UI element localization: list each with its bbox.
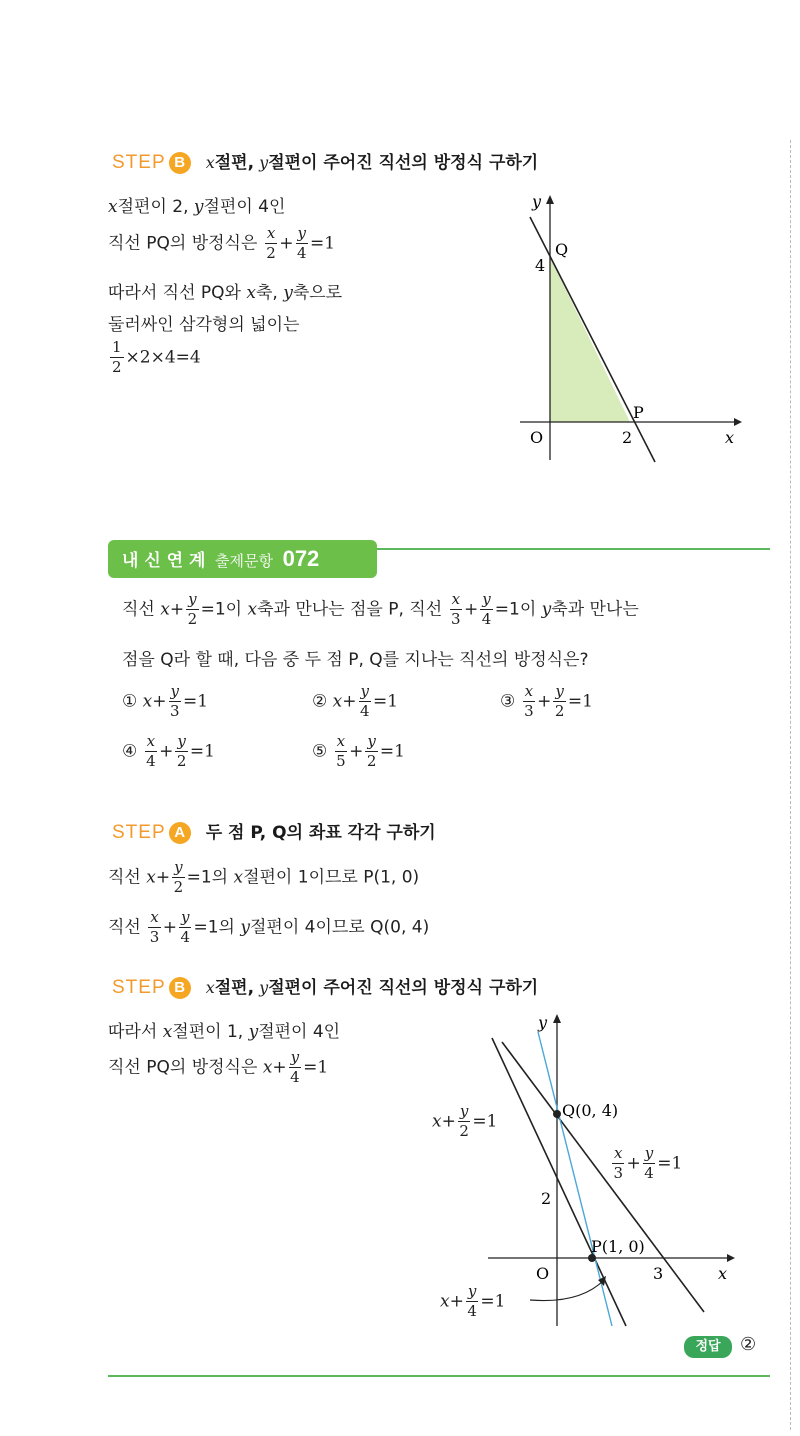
numerator: y [644, 1144, 654, 1162]
fraction [466, 1284, 478, 1319]
fraction [148, 910, 160, 945]
text: =1이 [200, 599, 243, 620]
numerator: 1 [112, 338, 122, 356]
denominator: 2 [554, 702, 565, 720]
tick-2: 2 [541, 1189, 552, 1208]
x-arrow [727, 1254, 735, 1262]
step-word: STEP [112, 822, 166, 843]
title-part: 절편, [214, 153, 255, 173]
tick-3: 3 [653, 1264, 664, 1283]
choice-4 [122, 734, 215, 769]
point-q [553, 1110, 561, 1118]
denominator: 2 [173, 878, 184, 896]
plus: + [162, 917, 177, 938]
denominator: 4 [180, 928, 190, 946]
numerator: y [467, 1282, 477, 1300]
numerator: y [360, 682, 369, 700]
var-x: x [233, 867, 244, 888]
callout-arrow [530, 1280, 604, 1301]
step-b2-heading [112, 973, 538, 999]
equals: =1 [567, 691, 593, 712]
denominator: 4 [359, 702, 370, 720]
x-label: x [718, 1264, 728, 1283]
fraction [480, 592, 492, 627]
var-y: y [541, 599, 552, 620]
numerator: y [482, 590, 491, 608]
fraction [186, 592, 198, 627]
var-y: y [259, 978, 269, 997]
numerator: x [614, 1144, 623, 1162]
denominator: 5 [336, 752, 346, 770]
plus: + [349, 741, 364, 762]
fraction [612, 1146, 624, 1181]
eq-label-x-y4 [440, 1284, 505, 1319]
numerator: y [290, 1048, 300, 1066]
page-margin-line [790, 140, 792, 1430]
step-b1-heading [112, 148, 538, 174]
step-a-heading [112, 818, 436, 844]
text: 따라서 [108, 1022, 158, 1042]
text: 직선 [108, 867, 141, 888]
step-badge: B [169, 977, 191, 999]
equals: =1 [189, 741, 215, 762]
text: 따라서 직선 PQ와 [108, 283, 241, 303]
x-arrow [734, 418, 742, 426]
title-part: 절편, [214, 978, 255, 998]
fraction [169, 684, 181, 719]
var-expr: x+ [432, 1111, 456, 1132]
y-arrow [553, 1014, 561, 1023]
denominator: 4 [290, 1068, 300, 1086]
step-b1-line1 [108, 192, 285, 217]
denominator: 3 [524, 702, 534, 720]
step-a-line1 [108, 860, 419, 895]
step-badge: A [169, 822, 191, 844]
plus: + [537, 691, 552, 712]
equals: =1 [310, 233, 336, 254]
text: 직선 [122, 599, 155, 620]
numerator: y [177, 732, 186, 750]
denominator: 3 [613, 1164, 623, 1182]
denominator: 2 [366, 752, 377, 770]
numerator: y [180, 908, 190, 926]
expression: ×2×4=4 [125, 347, 201, 368]
answer-value: ② [740, 1334, 757, 1355]
plus: + [626, 1153, 641, 1174]
choice-2 [312, 684, 398, 719]
text: 절편이 1, [172, 1022, 244, 1042]
numerator: x [266, 224, 276, 242]
numerator: x [524, 682, 534, 700]
var-x: x [162, 1022, 173, 1042]
problem-top-rule [360, 548, 770, 550]
numerator: x [336, 732, 346, 750]
fraction [523, 684, 535, 719]
text: 절편이 4인 [203, 197, 286, 217]
p-label: P [633, 403, 644, 422]
denominator: 4 [297, 244, 307, 262]
step-b1-line3 [108, 278, 342, 303]
choice-mark: ⑤ [312, 741, 328, 762]
numerator: y [367, 732, 376, 750]
bottom-rule [108, 1375, 770, 1377]
title-part: 절편이 주어진 직선의 방정식 구하기 [268, 153, 539, 173]
text: 절편이 4인 [258, 1022, 341, 1042]
denominator: 2 [266, 244, 276, 262]
fraction [458, 1104, 470, 1139]
text: =1의 [193, 917, 235, 938]
tag-number: 072 [282, 546, 320, 571]
denominator: 2 [112, 358, 122, 376]
numerator: y [459, 1102, 469, 1120]
step-word: STEP [112, 977, 166, 998]
origin-label: O [530, 428, 544, 447]
numerator: y [297, 224, 307, 242]
var-expr: x+ [142, 691, 167, 712]
step-title: 두 점 P, Q의 좌표 각각 구하기 [205, 823, 436, 843]
equals: =1 [379, 741, 405, 762]
fraction [335, 734, 347, 769]
numerator: y [174, 858, 183, 876]
y-arrow [546, 195, 554, 204]
denominator: 3 [169, 702, 180, 720]
denominator: 4 [644, 1164, 654, 1182]
choice-mark: ② [312, 691, 328, 712]
text: 직선 [108, 917, 141, 938]
var-y: y [193, 197, 204, 217]
denominator: 4 [146, 752, 156, 770]
fraction [265, 226, 277, 261]
answer-pill: 정답 [684, 1336, 732, 1358]
denominator: 4 [481, 610, 492, 628]
choice-mark: ③ [500, 691, 516, 712]
tick-2: 2 [622, 428, 633, 447]
text: 절편이 2, [117, 197, 189, 217]
var-x: x [205, 153, 215, 172]
fraction [289, 1050, 301, 1085]
text: 직선 PQ의 방정식은 [108, 233, 258, 254]
y-label: y [538, 1013, 548, 1032]
numerator: y [188, 590, 197, 608]
fraction [110, 340, 124, 375]
x-label: x [725, 428, 735, 447]
var-y: y [283, 283, 293, 303]
fraction [296, 226, 308, 261]
line-pq [530, 217, 655, 462]
choice-1 [122, 684, 208, 719]
equals: =1 [472, 1111, 498, 1132]
text: =1이 [494, 599, 537, 620]
equals: =1 [372, 691, 399, 712]
equals: =1 [303, 1057, 329, 1078]
denominator: 2 [187, 610, 198, 628]
denominator: 2 [459, 1122, 469, 1140]
numerator: y [555, 682, 564, 700]
fraction [175, 734, 187, 769]
fraction [365, 734, 377, 769]
text: 축과 만나는 [551, 599, 639, 620]
fraction [450, 592, 462, 627]
q-label: Q [555, 240, 569, 259]
var-y: y [240, 917, 250, 938]
step-b1-line2 [108, 226, 335, 261]
step-a-line2 [108, 910, 429, 945]
q-label: Q(0, 4) [562, 1101, 619, 1120]
text: 절편이 4이므로 Q(0, 4) [249, 917, 430, 938]
step-b1-line4: 둘러싸인 삼각형의 넓이는 [108, 315, 300, 335]
var-expr: x+ [332, 691, 357, 712]
numerator: x [150, 908, 159, 926]
text: 절편이 1이므로 P(1, 0) [243, 867, 420, 888]
numerator: x [146, 732, 156, 750]
denominator: 2 [176, 752, 187, 770]
var-x: x [205, 978, 215, 997]
var-expr: x+ [440, 1291, 464, 1312]
fraction [172, 860, 184, 895]
step-b2-line2 [108, 1050, 328, 1085]
step-word: STEP [112, 152, 166, 173]
step-b2-line1 [108, 1017, 340, 1042]
choice-5 [312, 734, 405, 769]
denominator: 3 [451, 610, 461, 628]
triangle-fill [550, 257, 630, 422]
fraction [643, 1146, 655, 1181]
problem-line2: 점을 Q라 할 때, 다음 중 두 점 P, Q를 지나는 직선의 방정식은? [122, 650, 589, 670]
denominator: 3 [149, 928, 160, 946]
var-expr: x+ [262, 1057, 287, 1078]
problem-tag [108, 540, 377, 578]
eq-label-x-y2 [432, 1104, 497, 1139]
denominator: 4 [467, 1302, 477, 1320]
tick-4: 4 [535, 256, 546, 275]
fraction [145, 734, 157, 769]
fraction [179, 910, 191, 945]
equals: =1 [657, 1153, 683, 1174]
title-part: 절편이 주어진 직선의 방정식 구하기 [268, 978, 539, 998]
var-x: x [108, 197, 118, 217]
y-label: y [532, 192, 542, 211]
step-b1-line5 [108, 340, 201, 375]
plus: + [464, 599, 479, 620]
plus: + [279, 233, 294, 254]
tag-sub: 출제문항 [215, 552, 273, 570]
text: 축, [255, 283, 278, 303]
text: 축으로 [292, 283, 343, 303]
graph-1 [500, 185, 760, 470]
p-label: P(1, 0) [591, 1237, 645, 1256]
origin-label: O [536, 1264, 550, 1283]
text: =1의 [186, 867, 229, 888]
text: 직선 PQ의 방정식은 [108, 1057, 258, 1078]
step-badge: B [169, 152, 191, 174]
numerator: y [170, 682, 179, 700]
fraction [553, 684, 565, 719]
var-expr: x+ [146, 867, 171, 888]
var-y: y [248, 1022, 259, 1042]
text: 축과 만나는 점을 P, 직선 [257, 599, 443, 620]
choice-3 [500, 684, 593, 719]
tag-text: 내 신 연 계 [122, 551, 206, 571]
equals: =1 [480, 1291, 506, 1312]
var-y: y [259, 153, 269, 172]
problem-line1 [122, 592, 639, 627]
var-expr: x+ [160, 599, 185, 620]
var-x: x [246, 283, 256, 303]
eq-label-x3-y4 [610, 1146, 682, 1181]
var-x: x [247, 599, 258, 620]
fraction [359, 684, 371, 719]
numerator: x [451, 590, 461, 608]
plus: + [159, 741, 174, 762]
equals: =1 [182, 691, 209, 712]
choice-mark: ④ [122, 741, 138, 762]
choice-mark: ① [122, 691, 138, 712]
